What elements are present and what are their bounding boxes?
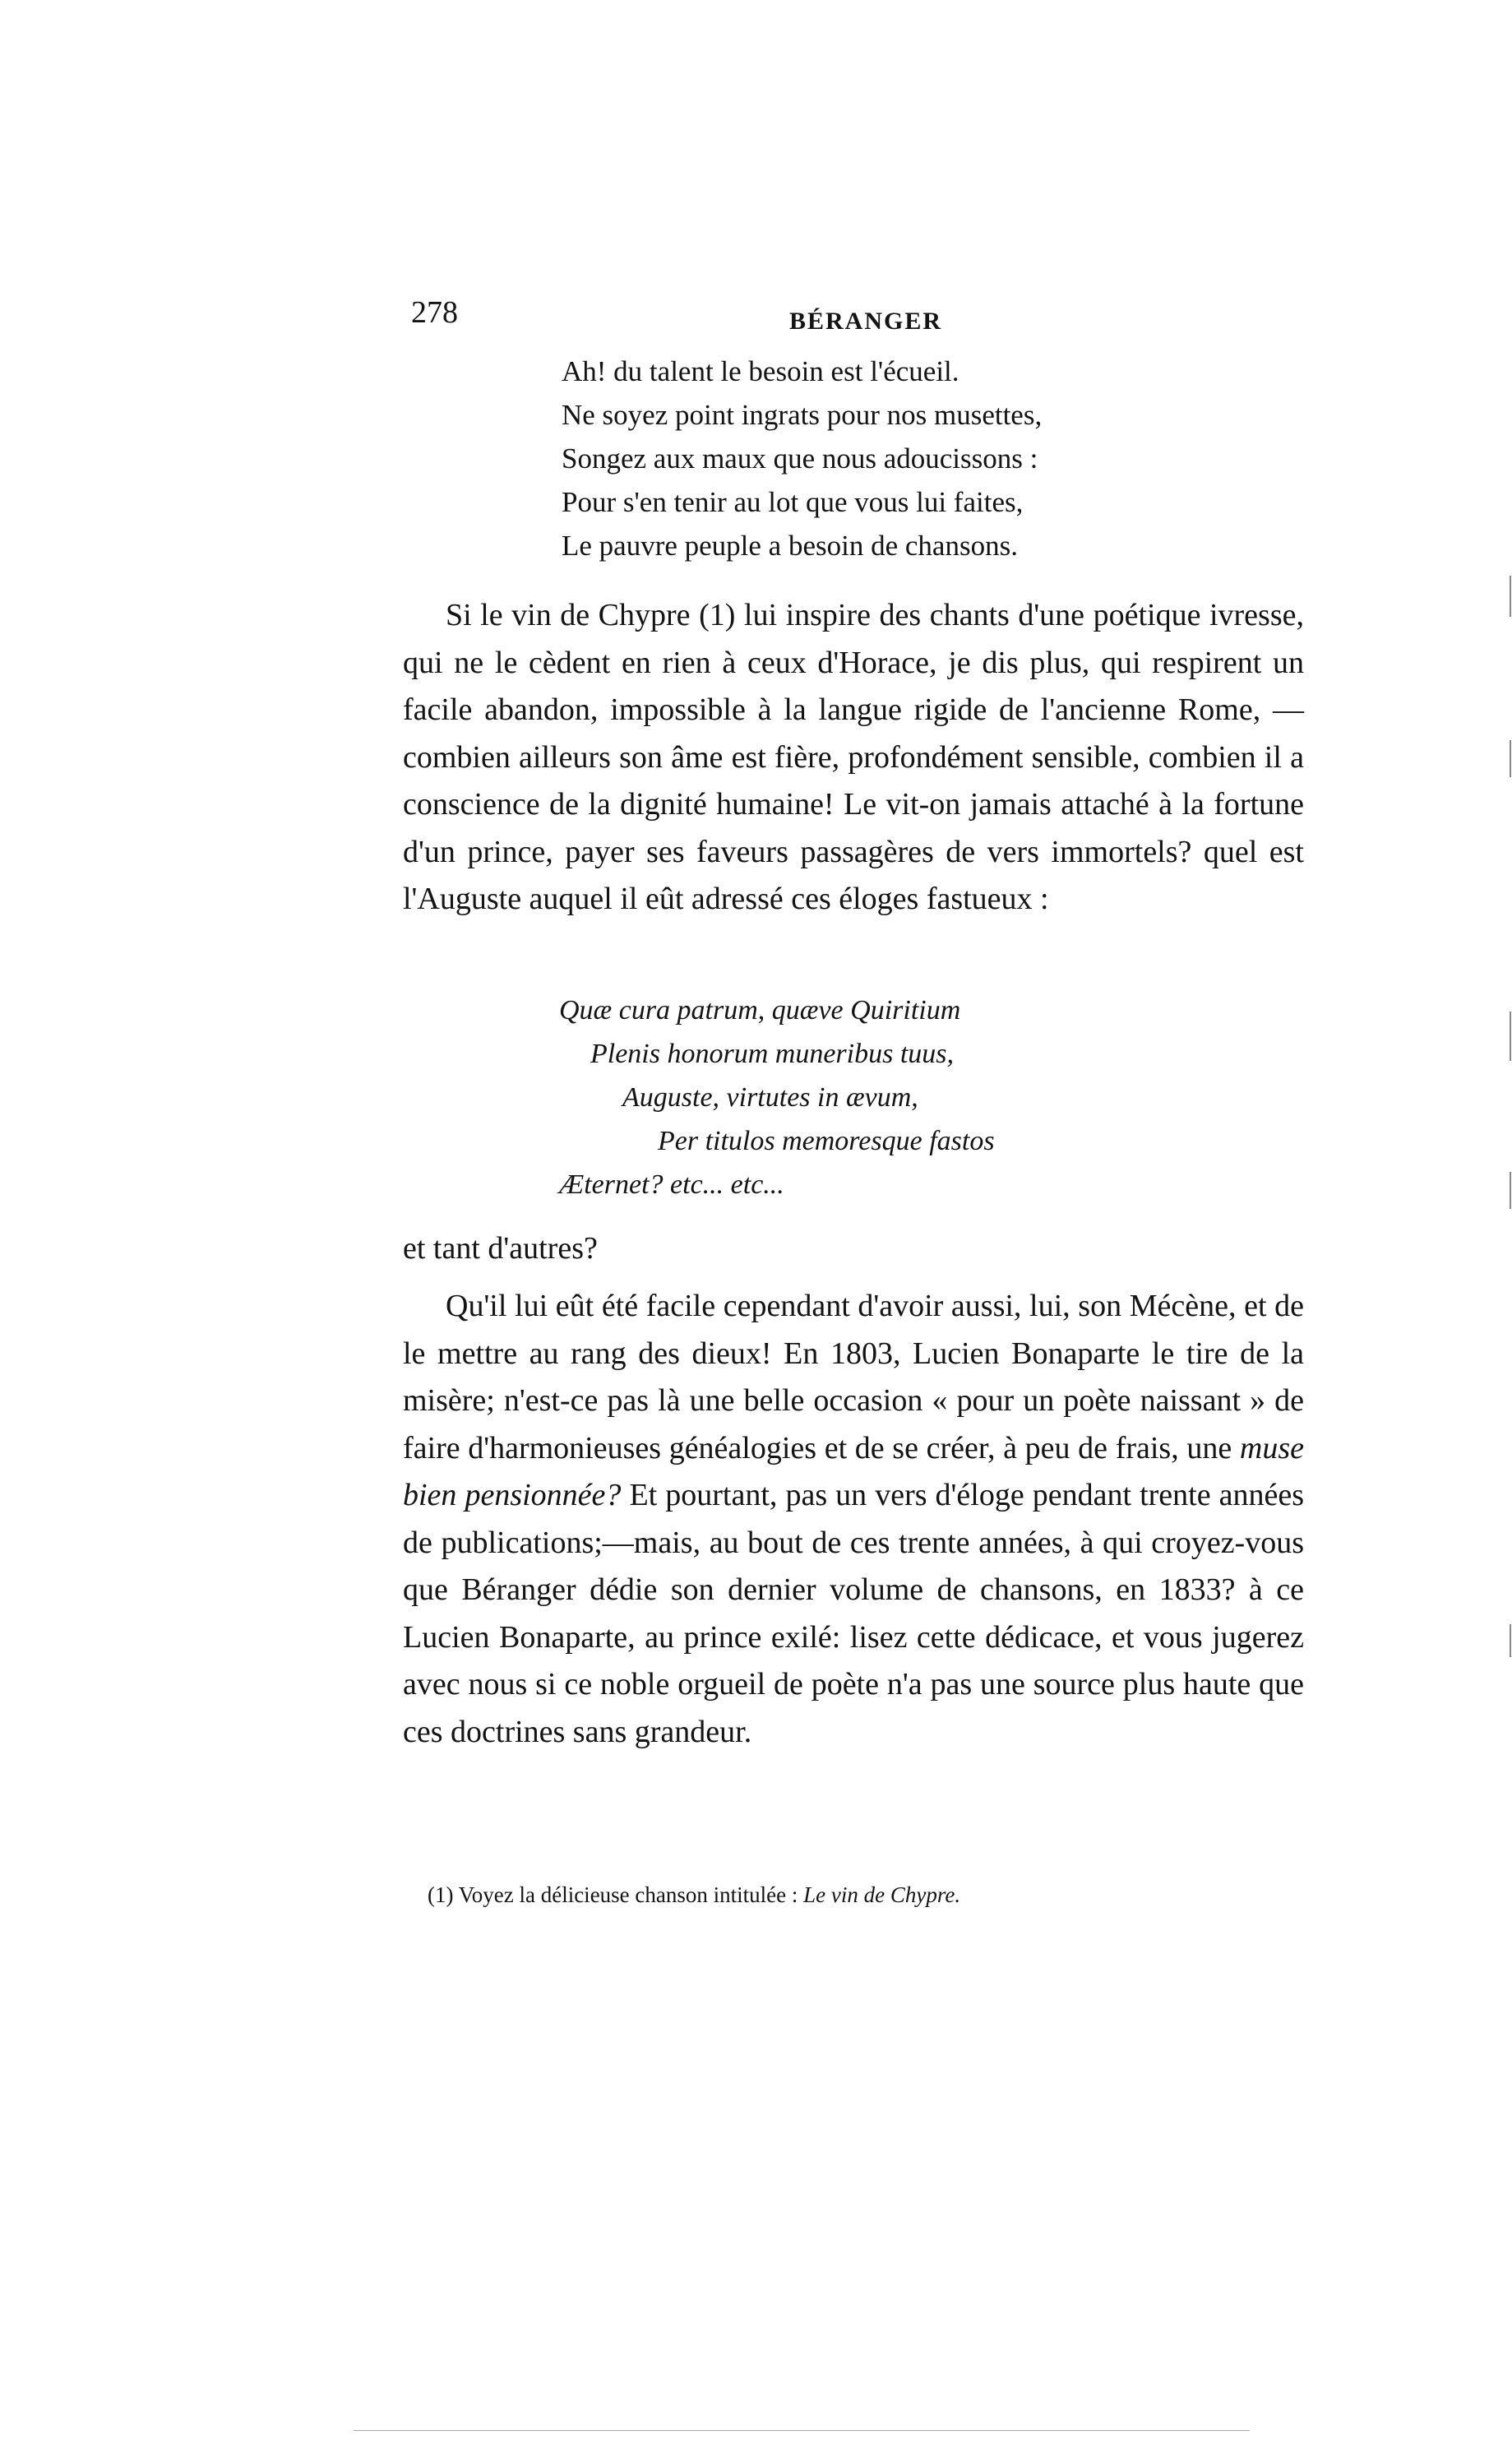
paragraph-text: Si le vin de Chypre (1) lui inspire des chants d'une poétique ivresse, qui ne le cèdent en rien à ceux d'Horace, je dis plus, qui respirent un facile abandon, impossible à la langue rigide de l'ancienne Rome, — combien ailleurs son âme est fière, profondément sensible, combien il a conscience de la dignité humaine! Le vit-on jamais attaché à la fortune d'un prince, payer ses faveurs passagères de vers immortels? quel est l'Auguste auquel il eût adressé ces éloges fastueux :	[403, 598, 1304, 916]
scan-edge-mark	[1510, 1012, 1511, 1061]
paragraph-two	[403, 1225, 1304, 1273]
footnote	[428, 1882, 960, 1908]
latin-verse-line: Per titulos memoresque fastos	[658, 1126, 995, 1156]
latin-verse-line: Plenis honorum muneribus tuus,	[590, 1039, 954, 1069]
paragraph-text	[403, 1283, 1304, 1756]
scan-edge-mark	[1510, 576, 1511, 617]
verse-line: Ne soyez point ingrats pour nos musettes,	[562, 399, 1043, 431]
running-title: BÉRANGER	[789, 308, 943, 335]
latin-verse-line: Auguste, virtutes in ævum,	[622, 1082, 918, 1113]
scan-edge-mark	[1510, 740, 1511, 777]
paragraph-text-b: Et pourtant, pas un vers d'éloge pendant trente années de publications;—mais, au bout de ces trente années, à qui croyez-vous que Béranger dédie son dernier volume de chansons, en 1833? à ce Lucien Bonaparte, au prince exilé: lisez cette dédicace, et vous jugerez avec nous si ce noble orgueil de poète n'a pas une source plus haute que ces doctrines sans grandeur.	[403, 1478, 1305, 1749]
scan-edge-mark	[1510, 1172, 1511, 1209]
verse-line: Le pauvre peuple a besoin de chansons.	[562, 530, 1018, 562]
paragraph-text-a: Qu'il lui eût été facile cependant d'avoir aussi, lui, son Mécène, et de le mettre au rang des dieux! En 1803, Lucien Bonaparte le tire de la misère; n'est-ce pas là une belle occasion « pour un poète naissant » de faire d'harmonieuses généalogies et de se créer, à peu de frais, une	[403, 1289, 1304, 1465]
footnote-text: (1) Voyez la délicieuse chanson intitulée :	[428, 1882, 798, 1907]
scan-edge-mark	[1510, 1624, 1511, 1657]
scan-bottom-rule	[354, 2430, 1250, 2431]
paragraph-text: et tant d'autres?	[403, 1231, 598, 1266]
verse-line: Ah! du talent le besoin est l'écueil.	[562, 355, 959, 387]
emphasis-muse-bien-pensionnee: muse bien pensionnée?	[403, 1430, 1305, 1512]
latin-verse-line: Quæ cura patrum, quæve Quiritium	[559, 995, 961, 1026]
paragraph-one	[403, 592, 1304, 924]
latin-verse-line: Æternet? etc... etc...	[559, 1169, 784, 1200]
verse-line: Pour s'en tenir au lot que vous lui faites,	[562, 486, 1024, 518]
verse-line: Songez aux maux que nous adoucissons :	[562, 442, 1038, 475]
paragraph-three	[403, 1283, 1304, 1756]
page-number: 278	[411, 295, 458, 330]
footnote-title: Le vin de Chypre.	[803, 1882, 961, 1907]
